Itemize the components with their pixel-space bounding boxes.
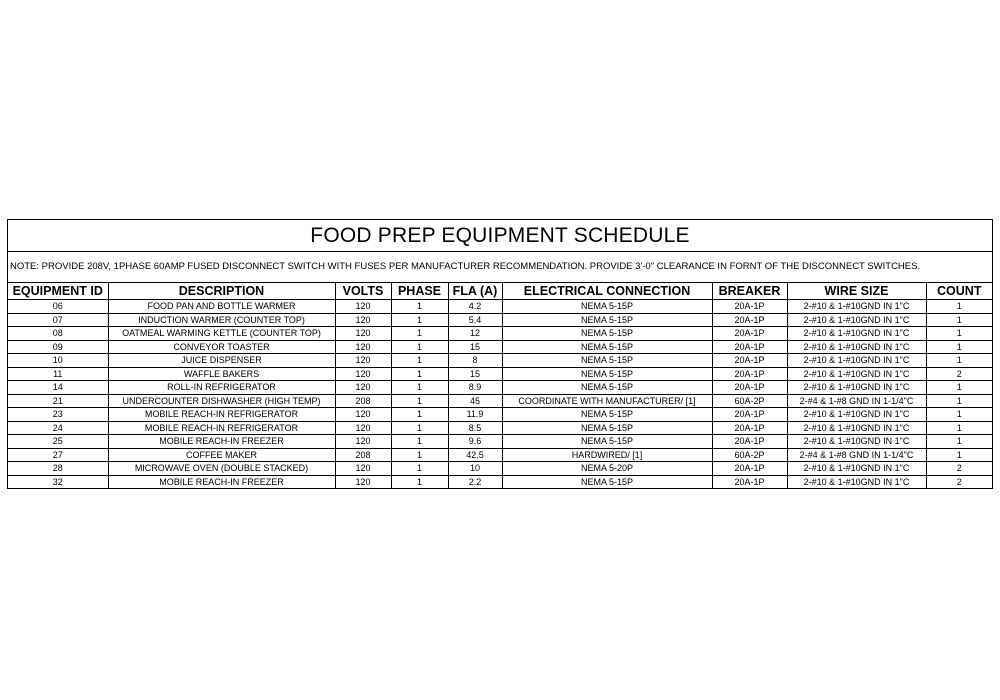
cell-equipment-id: 07 bbox=[8, 313, 108, 327]
col-header-wire-size: WIRE SIZE bbox=[787, 283, 926, 300]
cell-equipment-id: 14 bbox=[8, 381, 108, 395]
cell-phase: 1 bbox=[391, 421, 448, 435]
cell-volts: 120 bbox=[335, 354, 391, 368]
cell-breaker: 60A-2P bbox=[712, 394, 787, 408]
table-row bbox=[8, 340, 992, 354]
cell-connection: NEMA 5-15P bbox=[502, 327, 712, 341]
cell-volts: 120 bbox=[335, 327, 391, 341]
cell-description: CONVEYOR TOASTER bbox=[108, 340, 335, 354]
cell-wire-size: 2-#10 & 1-#10GND IN 1"C bbox=[787, 475, 926, 488]
cell-count: 1 bbox=[926, 313, 992, 327]
table-row bbox=[8, 381, 992, 395]
cell-description: MOBILE REACH-IN FREEZER bbox=[108, 475, 335, 488]
cell-volts: 120 bbox=[335, 313, 391, 327]
col-header-breaker: BREAKER bbox=[712, 283, 787, 300]
cell-phase: 1 bbox=[391, 394, 448, 408]
cell-equipment-id: 21 bbox=[8, 394, 108, 408]
col-header-phase: PHASE bbox=[391, 283, 448, 300]
cell-fla: 12 bbox=[448, 327, 502, 341]
cell-equipment-id: 24 bbox=[8, 421, 108, 435]
cell-breaker: 20A-1P bbox=[712, 408, 787, 422]
cell-wire-size: 2-#10 & 1-#10GND IN 1"C bbox=[787, 408, 926, 422]
cell-description: INDUCTION WARMER (COUNTER TOP) bbox=[108, 313, 335, 327]
cell-count: 1 bbox=[926, 300, 992, 314]
cell-count: 1 bbox=[926, 448, 992, 462]
table-row bbox=[8, 435, 992, 449]
table-row bbox=[8, 300, 992, 314]
cell-description: JUICE DISPENSER bbox=[108, 354, 335, 368]
cell-volts: 120 bbox=[335, 475, 391, 488]
cell-description: UNDERCOUNTER DISHWASHER (HIGH TEMP) bbox=[108, 394, 335, 408]
cell-fla: 8.5 bbox=[448, 421, 502, 435]
col-header-description: DESCRIPTION bbox=[108, 283, 335, 300]
cell-breaker: 20A-1P bbox=[712, 300, 787, 314]
col-header-volts: VOLTS bbox=[335, 283, 391, 300]
cell-equipment-id: 27 bbox=[8, 448, 108, 462]
cell-wire-size: 2-#10 & 1-#10GND IN 1"C bbox=[787, 300, 926, 314]
cell-wire-size: 2-#4 & 1-#8 GND IN 1-1/4"C bbox=[787, 394, 926, 408]
cell-volts: 120 bbox=[335, 408, 391, 422]
cell-description: OATMEAL WARMING KETTLE (COUNTER TOP) bbox=[108, 327, 335, 341]
cell-description: MOBILE REACH-IN REFRIGERATOR bbox=[108, 408, 335, 422]
cell-count: 1 bbox=[926, 381, 992, 395]
cell-connection: HARDWIRED/ [1] bbox=[502, 448, 712, 462]
table-row bbox=[8, 475, 992, 488]
cell-fla: 11.9 bbox=[448, 408, 502, 422]
header-row bbox=[8, 283, 992, 300]
cell-volts: 120 bbox=[335, 381, 391, 395]
cell-phase: 1 bbox=[391, 448, 448, 462]
cell-equipment-id: 08 bbox=[8, 327, 108, 341]
cell-fla: 5.4 bbox=[448, 313, 502, 327]
cell-count: 1 bbox=[926, 354, 992, 368]
cell-phase: 1 bbox=[391, 408, 448, 422]
cell-phase: 1 bbox=[391, 475, 448, 488]
table-row bbox=[8, 327, 992, 341]
cell-equipment-id: 23 bbox=[8, 408, 108, 422]
cell-fla: 15 bbox=[448, 367, 502, 381]
cell-volts: 120 bbox=[335, 421, 391, 435]
cell-description: MOBILE REACH-IN FREEZER bbox=[108, 435, 335, 449]
cell-fla: 45 bbox=[448, 394, 502, 408]
cell-phase: 1 bbox=[391, 354, 448, 368]
cell-fla: 9.6 bbox=[448, 435, 502, 449]
schedule-table bbox=[8, 283, 992, 488]
cell-count: 1 bbox=[926, 340, 992, 354]
cell-wire-size: 2-#10 & 1-#10GND IN 1"C bbox=[787, 367, 926, 381]
cell-description: MOBILE REACH-IN REFRIGERATOR bbox=[108, 421, 335, 435]
col-header-equipment-id: EQUIPMENT ID bbox=[8, 283, 108, 300]
cell-phase: 1 bbox=[391, 462, 448, 476]
cell-fla: 4.2 bbox=[448, 300, 502, 314]
cell-count: 2 bbox=[926, 462, 992, 476]
cell-wire-size: 2-#10 & 1-#10GND IN 1"C bbox=[787, 381, 926, 395]
cell-phase: 1 bbox=[391, 381, 448, 395]
schedule-note: NOTE: PROVIDE 208V, 1PHASE 60AMP FUSED DISCONNECT SWITCH WITH FUSES PER MANUFACTURER RECOMMENDATION. PROVIDE 3'-0" CLEARANCE IN FORNT OF THE DISCONNECT SWITCHES. bbox=[8, 252, 992, 283]
cell-wire-size: 2-#10 & 1-#10GND IN 1"C bbox=[787, 327, 926, 341]
cell-count: 1 bbox=[926, 421, 992, 435]
cell-volts: 120 bbox=[335, 300, 391, 314]
table-row bbox=[8, 313, 992, 327]
cell-connection: NEMA 5-15P bbox=[502, 408, 712, 422]
cell-connection: NEMA 5-15P bbox=[502, 381, 712, 395]
cell-fla: 10 bbox=[448, 462, 502, 476]
cell-volts: 208 bbox=[335, 448, 391, 462]
table-row bbox=[8, 408, 992, 422]
cell-breaker: 20A-1P bbox=[712, 475, 787, 488]
cell-count: 2 bbox=[926, 367, 992, 381]
col-header-count: COUNT bbox=[926, 283, 992, 300]
table-row bbox=[8, 394, 992, 408]
cell-connection: NEMA 5-15P bbox=[502, 421, 712, 435]
cell-volts: 208 bbox=[335, 394, 391, 408]
cell-fla: 42.5 bbox=[448, 448, 502, 462]
cell-phase: 1 bbox=[391, 367, 448, 381]
col-header-electrical-connection: ELECTRICAL CONNECTION bbox=[502, 283, 712, 300]
cell-wire-size: 2-#10 & 1-#10GND IN 1"C bbox=[787, 435, 926, 449]
cell-connection: COORDINATE WITH MANUFACTURER/ [1] bbox=[502, 394, 712, 408]
table-row bbox=[8, 421, 992, 435]
cell-connection: NEMA 5-15P bbox=[502, 475, 712, 488]
cell-equipment-id: 06 bbox=[8, 300, 108, 314]
cell-count: 1 bbox=[926, 327, 992, 341]
cell-description: WAFFLE BAKERS bbox=[108, 367, 335, 381]
cell-wire-size: 2-#4 & 1-#8 GND IN 1-1/4"C bbox=[787, 448, 926, 462]
cell-count: 1 bbox=[926, 435, 992, 449]
cell-breaker: 20A-1P bbox=[712, 462, 787, 476]
cell-description: FOOD PAN AND BOTTLE WARMER bbox=[108, 300, 335, 314]
cell-wire-size: 2-#10 & 1-#10GND IN 1"C bbox=[787, 313, 926, 327]
cell-breaker: 20A-1P bbox=[712, 421, 787, 435]
cell-count: 1 bbox=[926, 394, 992, 408]
cell-connection: NEMA 5-15P bbox=[502, 354, 712, 368]
cell-volts: 120 bbox=[335, 435, 391, 449]
cell-wire-size: 2-#10 & 1-#10GND IN 1"C bbox=[787, 421, 926, 435]
cell-equipment-id: 32 bbox=[8, 475, 108, 488]
cell-equipment-id: 28 bbox=[8, 462, 108, 476]
cell-connection: NEMA 5-15P bbox=[502, 340, 712, 354]
cell-breaker: 20A-1P bbox=[712, 313, 787, 327]
table-row bbox=[8, 462, 992, 476]
table-row bbox=[8, 367, 992, 381]
cell-fla: 8.9 bbox=[448, 381, 502, 395]
equipment-schedule bbox=[7, 219, 993, 489]
cell-breaker: 20A-1P bbox=[712, 435, 787, 449]
cell-equipment-id: 09 bbox=[8, 340, 108, 354]
cell-count: 2 bbox=[926, 475, 992, 488]
cell-volts: 120 bbox=[335, 340, 391, 354]
cell-description: MICROWAVE OVEN (DOUBLE STACKED) bbox=[108, 462, 335, 476]
cell-wire-size: 2-#10 & 1-#10GND IN 1"C bbox=[787, 340, 926, 354]
cell-phase: 1 bbox=[391, 327, 448, 341]
cell-connection: NEMA 5-15P bbox=[502, 300, 712, 314]
table-row bbox=[8, 448, 992, 462]
cell-volts: 120 bbox=[335, 462, 391, 476]
col-header-fla: FLA (A) bbox=[448, 283, 502, 300]
cell-fla: 15 bbox=[448, 340, 502, 354]
cell-breaker: 20A-1P bbox=[712, 381, 787, 395]
cell-phase: 1 bbox=[391, 313, 448, 327]
cell-connection: NEMA 5-15P bbox=[502, 313, 712, 327]
cell-phase: 1 bbox=[391, 340, 448, 354]
cell-equipment-id: 25 bbox=[8, 435, 108, 449]
cell-phase: 1 bbox=[391, 300, 448, 314]
cell-description: ROLL-IN REFRIGERATOR bbox=[108, 381, 335, 395]
cell-count: 1 bbox=[926, 408, 992, 422]
cell-connection: NEMA 5-20P bbox=[502, 462, 712, 476]
cell-breaker: 60A-2P bbox=[712, 448, 787, 462]
cell-connection: NEMA 5-15P bbox=[502, 435, 712, 449]
table-row bbox=[8, 354, 992, 368]
cell-volts: 120 bbox=[335, 367, 391, 381]
schedule-body bbox=[8, 300, 992, 489]
cell-fla: 2.2 bbox=[448, 475, 502, 488]
cell-wire-size: 2-#10 & 1-#10GND IN 1"C bbox=[787, 462, 926, 476]
cell-phase: 1 bbox=[391, 435, 448, 449]
cell-fla: 8 bbox=[448, 354, 502, 368]
cell-wire-size: 2-#10 & 1-#10GND IN 1"C bbox=[787, 354, 926, 368]
cell-breaker: 20A-1P bbox=[712, 327, 787, 341]
schedule-title: FOOD PREP EQUIPMENT SCHEDULE bbox=[8, 220, 992, 252]
cell-description: COFFEE MAKER bbox=[108, 448, 335, 462]
cell-equipment-id: 11 bbox=[8, 367, 108, 381]
cell-breaker: 20A-1P bbox=[712, 340, 787, 354]
cell-connection: NEMA 5-15P bbox=[502, 367, 712, 381]
cell-breaker: 20A-1P bbox=[712, 354, 787, 368]
cell-equipment-id: 10 bbox=[8, 354, 108, 368]
cell-breaker: 20A-1P bbox=[712, 367, 787, 381]
